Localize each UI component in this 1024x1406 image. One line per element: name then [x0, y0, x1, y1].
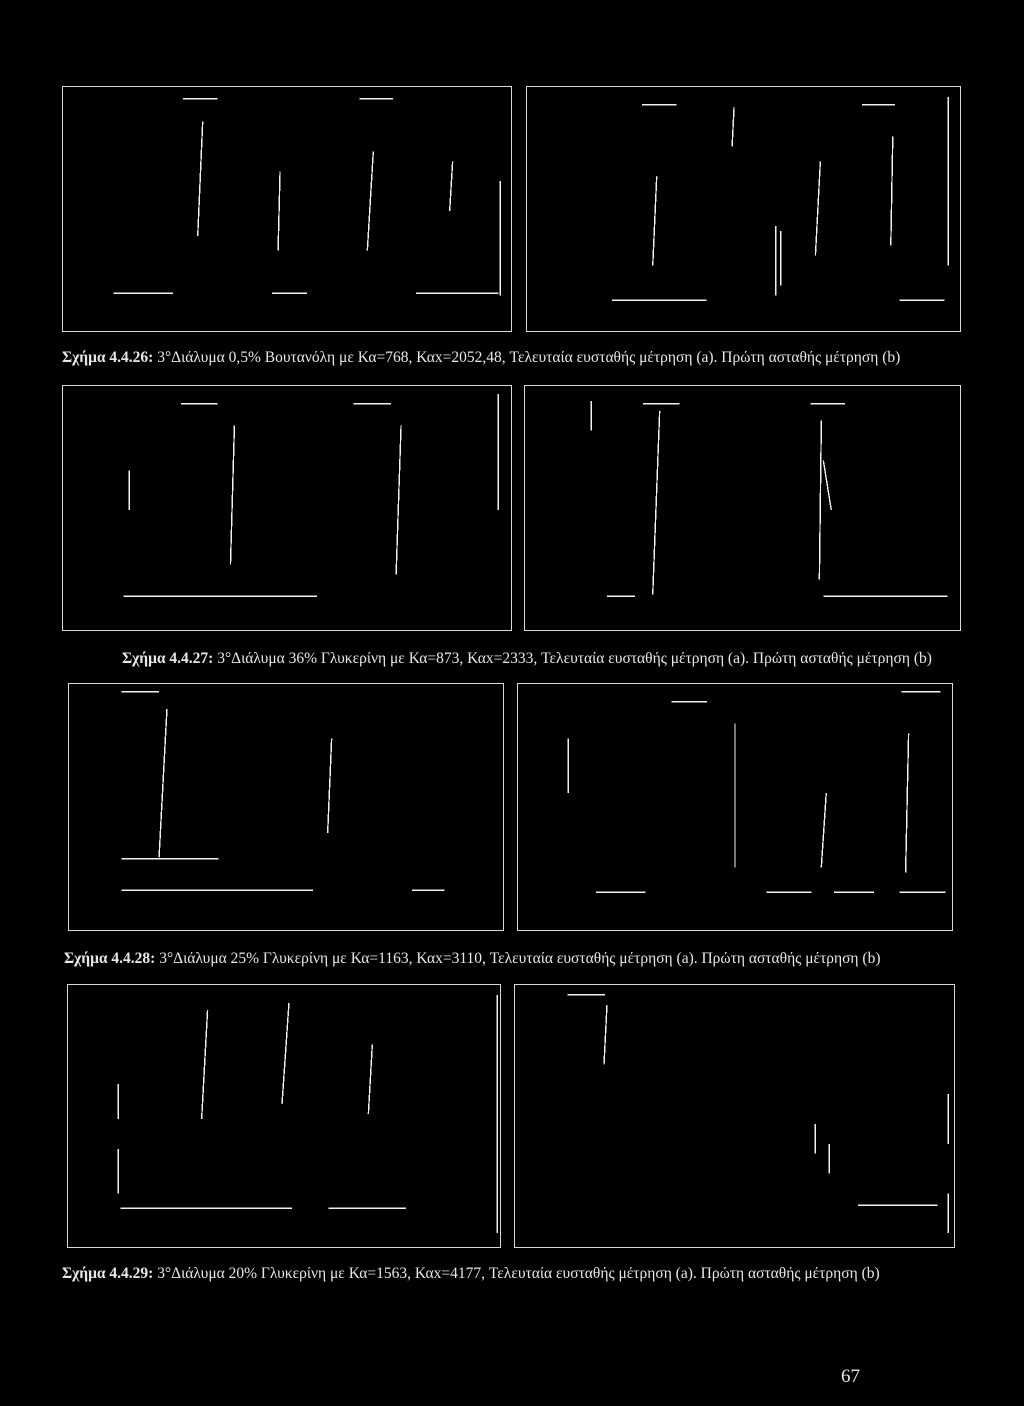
figure-caption	[64, 950, 881, 968]
figure-caption	[122, 650, 932, 668]
figure-4-4-28-panel-a	[68, 683, 504, 931]
oscilloscope-trace	[63, 386, 511, 630]
oscilloscope-trace	[63, 87, 511, 331]
oscilloscope-trace	[518, 684, 952, 930]
caption-text: 3°Διάλυμα 20% Γλυκερίνη με Κα=1563, Καx=4177, Τελευταία ευσταθής μέτρηση (a). Πρώτη ασταθής μέτρηση (b)	[153, 1265, 880, 1282]
oscilloscope-trace	[527, 87, 960, 331]
oscilloscope-trace	[515, 985, 954, 1247]
figure-label: Σχήμα 4.4.27:	[122, 650, 214, 667]
figure-4-4-27-panel-a	[62, 385, 512, 631]
figure-label: Σχήμα 4.4.28:	[64, 950, 156, 967]
figure-4-4-29-panel-b	[514, 984, 955, 1248]
figure-4-4-27-panel-b	[524, 385, 961, 631]
figure-label: Σχήμα 4.4.29:	[62, 1265, 154, 1282]
figure-label: Σχήμα 4.4.26:	[62, 349, 154, 366]
figure-4-4-28-panel-b	[517, 683, 953, 931]
caption-text: 3°Διάλυμα 25% Γλυκερίνη με Κα=1163, Καx=3110, Τελευταία ευσταθής μέτρηση (a). Πρώτη ασταθής μέτρηση (b)	[155, 950, 881, 967]
figure-4-4-26-panel-a	[62, 86, 512, 332]
page-number: 67	[841, 1366, 860, 1387]
oscilloscope-trace	[68, 985, 500, 1247]
oscilloscope-trace	[525, 386, 960, 630]
figure-caption	[62, 1265, 880, 1283]
figure-4-4-26-panel-b	[526, 86, 961, 332]
caption-text: 3°Διάλυμα 36% Γλυκερίνη με Κα=873, Καx=2333, Τελευταία ευσταθής μέτρηση (a). Πρώτη ασταθής μέτρηση (b)	[213, 650, 932, 667]
figure-4-4-29-panel-a	[67, 984, 501, 1248]
oscilloscope-trace	[69, 684, 503, 930]
figure-caption	[62, 349, 900, 367]
caption-text: 3°Διάλυμα 0,5% Βουτανόλη με Κα=768, Καx=2052,48, Τελευταία ευσταθής μέτρηση (a). Πρώτη ασταθής μέτρηση (b)	[153, 349, 901, 366]
